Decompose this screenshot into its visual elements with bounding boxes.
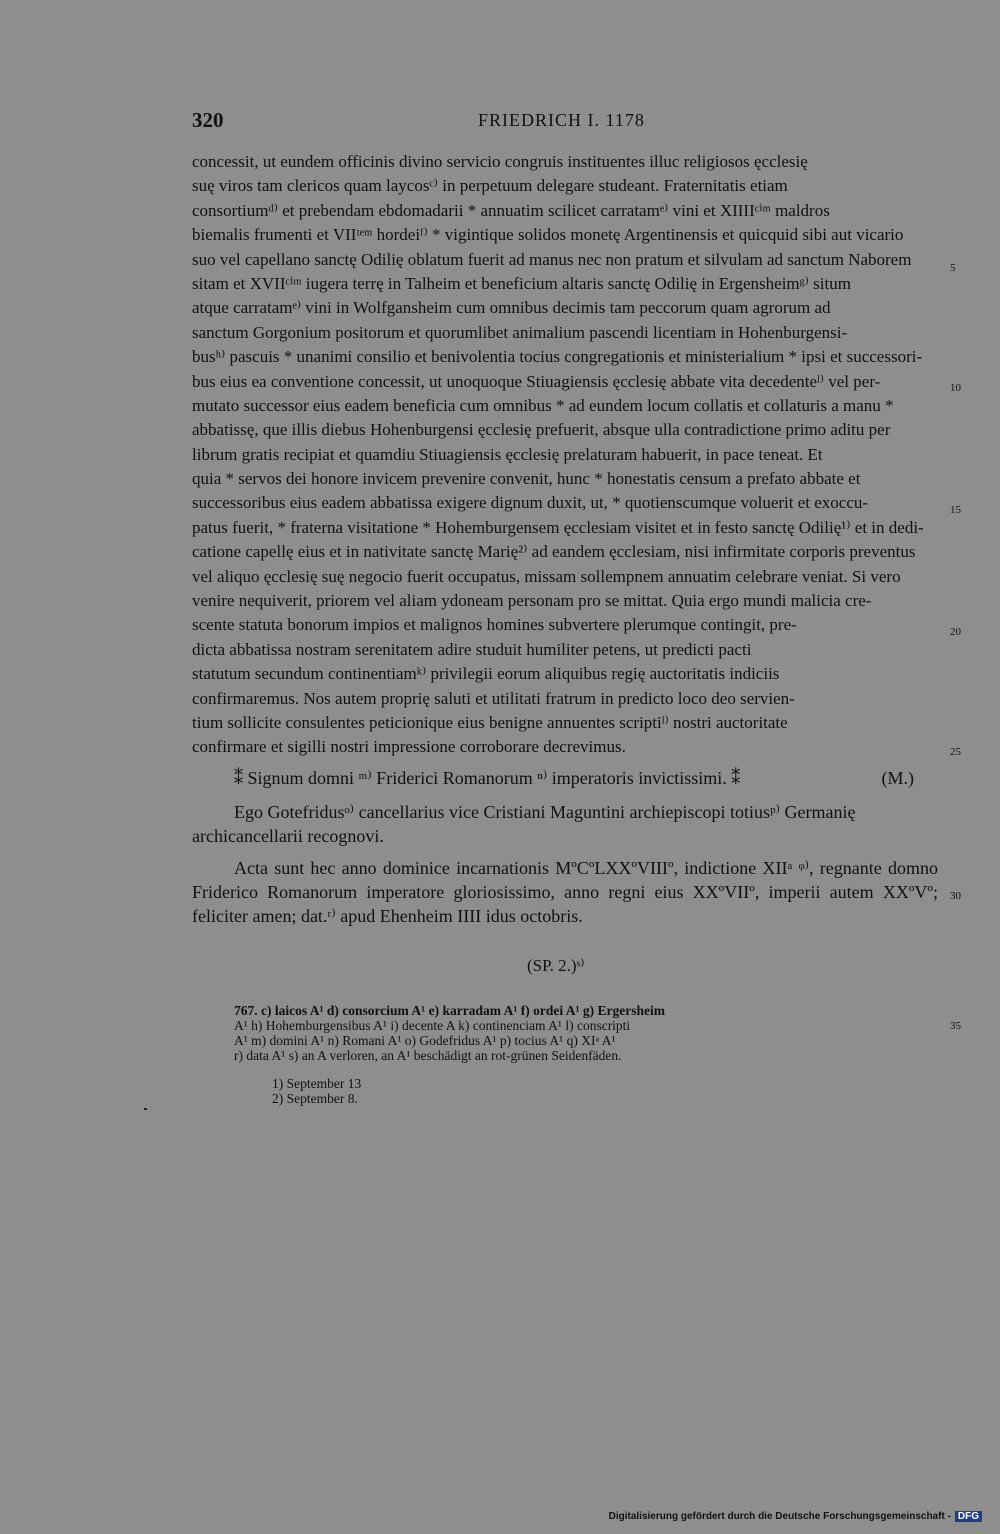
text-line: suę viros tam clericos quam laycosᶜ⁾ in perpetuum delegare studeant. Fraternitatis etiam <box>192 176 788 196</box>
date-footnotes <box>272 1076 361 1106</box>
text-line: abbatissę, que illis diebus Hohenburgensi ęcclesię prefuerit, absque ulla contradictione primo aditu per <box>192 420 891 440</box>
text-line: bus eius ea conventione concessit, ut unoquoque Stiuagiensis ęcclesię abbate vita decedenteˡ⁾ vel per- <box>192 371 881 391</box>
line-number: 5 <box>950 262 956 274</box>
text-line: confirmaremus. Nos autem proprię saluti et utilitati fratrum in predicto loco deo servien- <box>192 688 795 708</box>
text-line: confirmare et sigilli nostri impressione corroborare decrevimus. <box>192 737 626 757</box>
text-line: sanctum Gorgonium positorum et quorumlibet animalium pascendi licentiam in Hohenburgensi- <box>192 322 848 342</box>
line-number: 35 <box>950 1020 961 1032</box>
monogram-mark: (M.) <box>881 768 914 788</box>
signum-line <box>234 768 914 789</box>
text-line: sitam et XVIIᶜⁱᵐ iugera terrę in Talheim et beneficium altaris sanctę Odilię in Ergensheimᵍ⁾ situm <box>192 273 851 293</box>
apparatus-line: A¹ m) domini A¹ n) Romani A¹ o) Godefridus A¹ p) tocius A¹ q) XIᵃ A¹ <box>234 1033 616 1048</box>
funding-footer <box>609 1511 982 1522</box>
line-number: 20 <box>950 626 961 638</box>
recognition-paragraph: Ego Gotefridusᵒ⁾ cancellarius vice Cristiani Maguntini archiepiscopi totiusᵖ⁾ Germanię archicancellarii recognovi. <box>192 802 856 846</box>
text-line: dicta abbatissa nostram serenitatem adire studuit humiliter petens, ut predicti pacti <box>192 639 752 659</box>
text-line: statutum secundum continentiamᵏ⁾ privilegii eorum aliquibus regię auctoritatis indiciis <box>192 664 780 684</box>
text-line: mutato successor eius eadem beneficia cum omnibus * ad eundem locum collatis et collaturis a manu * <box>192 395 894 415</box>
text-line: librum gratis recipiat et quamdiu Stiuagiensis ęcclesię prelaturam habuerit, in pace teneat. Et <box>192 444 823 464</box>
text-line: catione capellę eius et in nativitate sanctę Marię²⁾ ad eandem ęcclesiam, nisi infirmitate corporis preventus <box>192 542 916 562</box>
text-line: concessit, ut eundem officinis divino servicio congruis instituentes illuc religiosos ęcclesię <box>192 152 808 171</box>
critical-apparatus <box>234 1003 938 1063</box>
text-line: quia * servos dei honore invicem prevenire convenit, hunc * honestatis censum a prefato abbate et <box>192 469 861 489</box>
text-line: suo vel capellano sanctę Odilię oblatum fuerit ad manus nec non pratum et silvulam ad sanctum Naborem <box>192 249 912 269</box>
text-line: atque carratamᵉ⁾ vini in Wolfgansheim cum omnibus decimis tam peccorum quam agrorum ad <box>192 298 831 318</box>
text-line: consortiumᵈ⁾ et prebendam ebdomadarii * annuatim scilicet carratamᵉ⁾ vini et XIIIIᶜⁱᵐ maldros <box>192 200 830 220</box>
text-line: scente statuta bonorum impios et malignos homines subvertere plerumque contingit, pre- <box>192 615 797 635</box>
line-number: 10 <box>950 382 961 394</box>
scan-speck <box>144 1108 147 1110</box>
footnote-1: 1) September 13 <box>272 1076 362 1091</box>
signum-text: ⁑ Signum domni ᵐ⁾ Friderici Romanorum ⁿ⁾ imperatoris invictissimi. ⁑ <box>234 768 741 788</box>
text-line: vel aliquo ęcclesię suę negocio fuerit occupatus, missam sollempnem annuatim celebrare veniat. Si vero <box>192 566 901 586</box>
running-title: FRIEDRICH I. 1178 <box>478 110 645 130</box>
charter-text <box>192 150 938 760</box>
page-number: 320 <box>192 108 224 132</box>
apparatus-line: r) data A¹ s) an A verloren, an A¹ beschädigt an rot-grünen Seidenfäden. <box>234 1048 622 1063</box>
dating-paragraph: Acta sunt hec anno dominice incarnationis MºCºLXXºVIIIº, indictione XIIᵃ ᵠ⁾, regnante domno Friderico Romanorum imperatore gloriosissimo, anno regni eius XXºVIIº, imperii autem XXºVº; feliciter amen; dat.ʳ⁾ apud Ehenheim IIII idus octobris. <box>192 858 938 926</box>
line-number: 30 <box>950 890 961 902</box>
text-line: successoribus eius eadem abbatissa exigere dignum duxit, ut, * quotienscumque voluerit et exoccu- <box>192 493 869 513</box>
seal-note: (SP. 2.)ˢ⁾ <box>527 956 585 975</box>
apparatus-line: A¹ h) Hohemburgensibus A¹ i) decente A k) continenciam A¹ l) conscripti <box>234 1018 631 1033</box>
apparatus-line: 767. c) laicos A¹ d) consorcium A¹ e) karradam A¹ f) ordei A¹ g) Ergersheim <box>234 1003 666 1018</box>
dfg-logo: DFG <box>955 1511 982 1522</box>
text-line: busʰ⁾ pascuis * unanimi consilio et benivolentia tocius congregationis et ministerialium * ipsi et successori- <box>192 347 923 367</box>
text-line: tium sollicite consulentes peticionique eius benigne annuentes scriptiˡ⁾ nostri auctoritate <box>192 712 788 732</box>
footer-text: Digitalisierung gefördert durch die Deutsche Forschungsgemeinschaft - <box>608 1511 951 1522</box>
text-line: patus fuerit, * fraterna visitatione * Hohemburgensem ęcclesiam visitet et in festo sanctę Odilię¹⁾ et in dedi- <box>192 517 924 537</box>
text-line: biemalis frumenti et VIIᵗᵉᵐ hordeiᶠ⁾ * vigintique solidos monetę Argentinensis et quicquid sibi aut vicario <box>192 225 904 245</box>
line-number: 25 <box>950 746 961 758</box>
text-line: venire nequiverit, priorem vel aliam ydoneam personam pro se mittat. Quia ergo mundi malicia cre- <box>192 591 872 611</box>
footnote-2: 2) September 8. <box>272 1091 358 1106</box>
line-number: 15 <box>950 504 961 516</box>
